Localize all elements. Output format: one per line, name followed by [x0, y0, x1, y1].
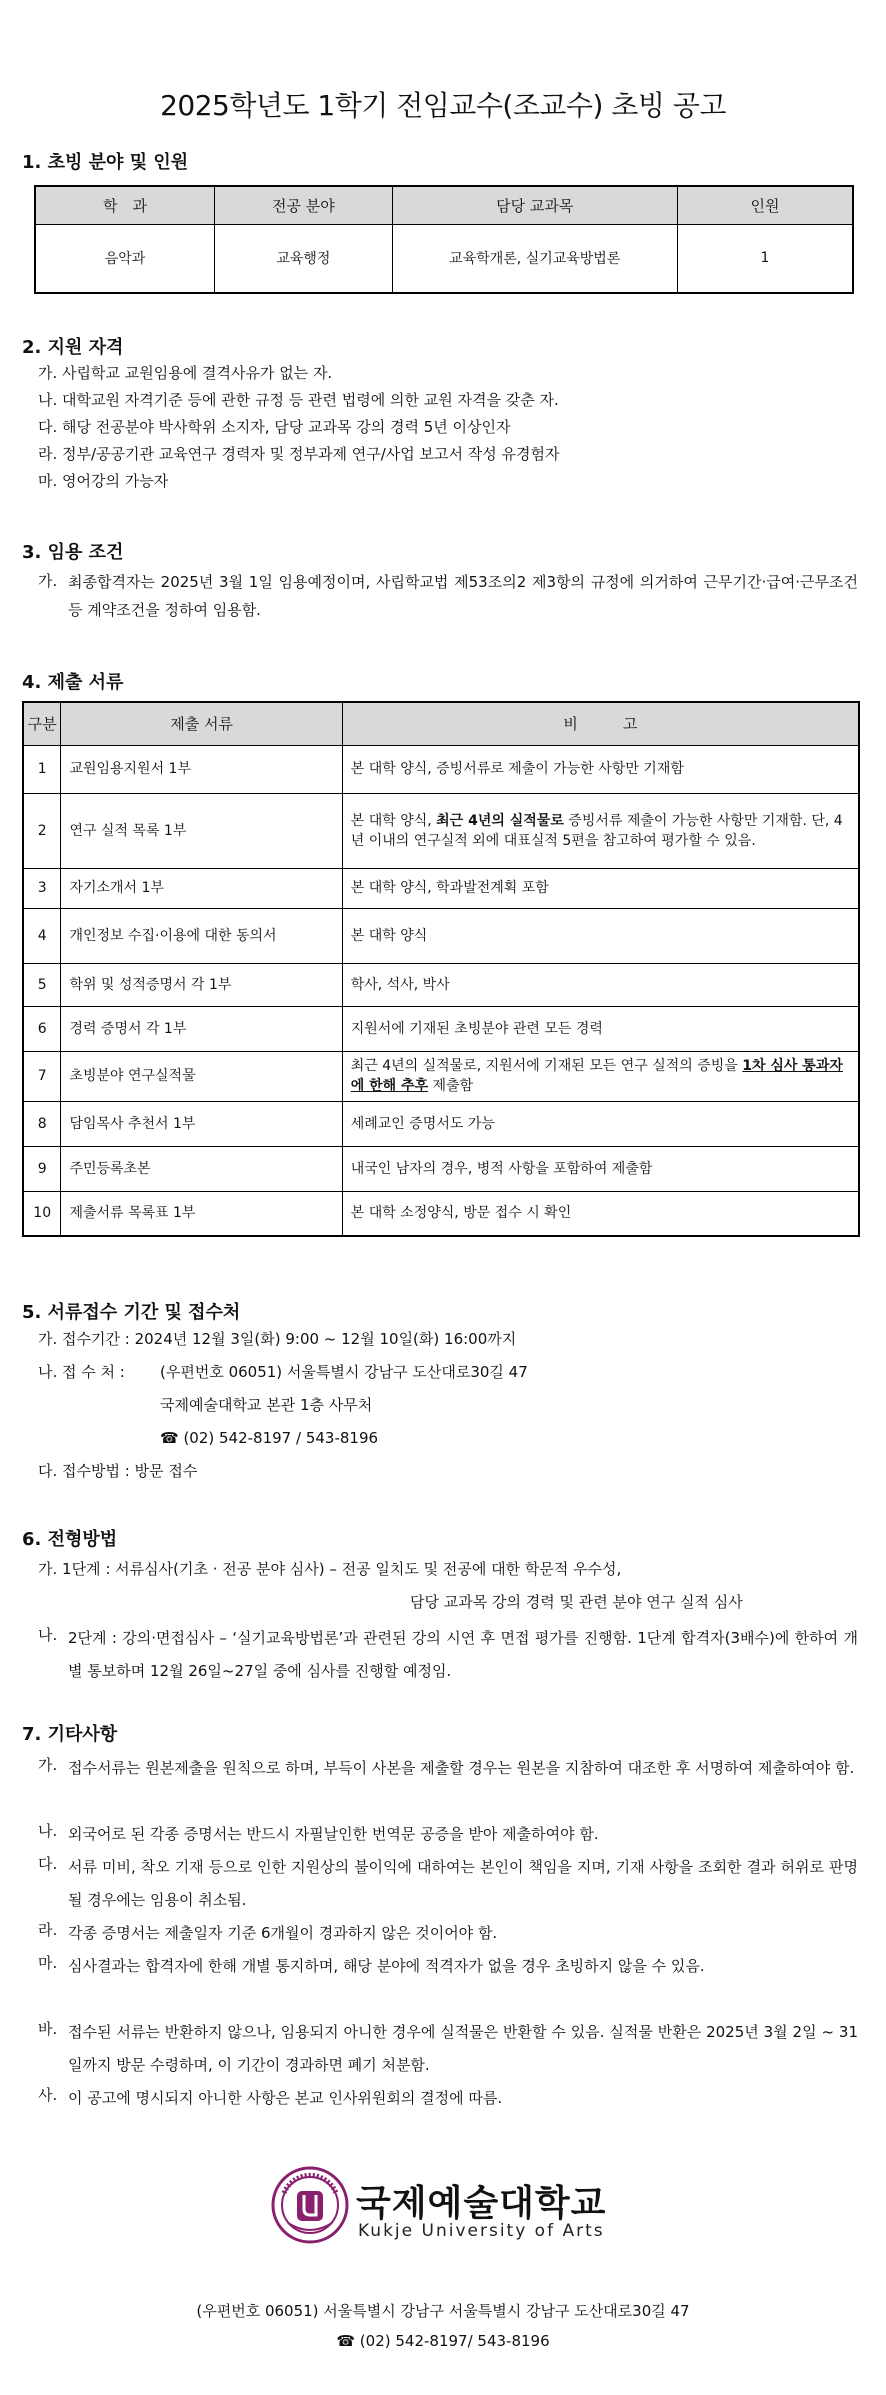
- cell-department: 음악과: [35, 224, 215, 293]
- row-note: 본 대학 소정양식, 방문 접수 시 확인: [342, 1191, 859, 1236]
- cell-course: 교육학개론, 실기교육방법론: [392, 224, 677, 293]
- row-note: [342, 793, 859, 868]
- row-no: 10: [23, 1191, 61, 1236]
- documents-table: [22, 701, 860, 1237]
- footer-phone: ☎ (02) 542-8197/ 543-8196: [336, 2332, 550, 2350]
- condition-text: 최종합격자는 2025년 3월 1일 임용예정이며, 사립학교법 제53조의2 제3항의 규정에 의거하여 근무기간·급여·근무조건 등 계약조건을 정하여 임용함.: [68, 573, 858, 619]
- table-row: [23, 1051, 859, 1101]
- misc-item: 서류 미비, 착오 기재 등으로 인한 지원상의 불이익에 대하여는 본인이 책임을 지며, 기재 사항을 조회한 결과 허위로 판명될 경우에는 임용이 취소됨.: [68, 1858, 858, 1909]
- row-no: 6: [23, 1006, 61, 1051]
- qualification-item: 마. 영어강의 가능자: [38, 472, 169, 490]
- row-document: 개인정보 수집·이용에 대한 동의서: [61, 908, 342, 963]
- qualification-item: 가. 사립학교 교원임용에 결격사유가 없는 자.: [38, 364, 333, 382]
- cell-count: 1: [677, 224, 853, 293]
- misc-label: 다.: [38, 1855, 58, 1873]
- qualification-item: 나. 대학교원 자격기준 등에 관한 규정 등 관련 법령에 의한 교원 자격을 갖춘 자.: [38, 391, 559, 409]
- selection-step-1-cont: 담당 교과목 강의 경력 및 관련 분야 연구 실적 심사: [410, 1593, 743, 1611]
- footer-address: (우편번호 06051) 서울특별시 강남구 서울특별시 강남구 도산대로30길 47: [196, 2302, 690, 2320]
- table-row: [23, 1006, 859, 1051]
- row-document: 주민등록초본: [61, 1146, 342, 1191]
- misc-label: 바.: [38, 2020, 58, 2038]
- row-note: 본 대학 양식, 학과발전계획 포함: [342, 868, 859, 908]
- row-no: 8: [23, 1101, 61, 1146]
- header-course: 담당 교과목: [392, 186, 677, 224]
- row-note: 세례교인 증명서도 가능: [342, 1101, 859, 1146]
- section-3-heading: 3. 임용 조건: [22, 542, 124, 563]
- header-major: 전공 분야: [215, 186, 393, 224]
- header-no: 구분: [23, 702, 61, 745]
- table-row: [23, 868, 859, 908]
- qualification-item: 라. 정부/공공기관 교육연구 경력자 및 정부과제 연구/사업 보고서 작성 유경험자: [38, 445, 560, 463]
- row-note: 학사, 석사, 박사: [342, 963, 859, 1006]
- table-header-row: [23, 702, 859, 745]
- selection-step-2: 2단계 : 강의·면접심사 – ‘실기교육방법론’과 관련된 강의 시연 후 면접 평가를 진행함. 1단계 합격자(3배수)에 한하여 개별 통보하며 12월 26일~27일 중에 심사를 진행할 예정임.: [68, 1629, 858, 1680]
- misc-label: 라.: [38, 1921, 58, 1939]
- table-row: [23, 1146, 859, 1191]
- table-row: [23, 1101, 859, 1146]
- header-count: 인원: [677, 186, 853, 224]
- application-period: 가. 접수기간 : 2024년 12월 3일(화) 9:00 ~ 12월 10일(화) 16:00까지: [38, 1330, 517, 1348]
- application-phone: ☎ (02) 542-8197 / 543-8196: [160, 1429, 379, 1447]
- row-no: 4: [23, 908, 61, 963]
- page-title: 2025학년도 1학기 전임교수(조교수) 초빙 공고: [160, 89, 726, 122]
- row-no: 3: [23, 868, 61, 908]
- misc-item: 이 공고에 명시되지 아니한 사항은 본교 인사위원회의 결정에 따름.: [68, 2089, 503, 2107]
- header-document: 제출 서류: [61, 702, 342, 745]
- qualification-item: 다. 해당 전공분야 박사학위 소지자, 담당 교과목 강의 경력 5년 이상인자: [38, 418, 511, 436]
- row-document: 학위 및 성적증명서 각 1부: [61, 963, 342, 1006]
- table-row: [23, 793, 859, 868]
- misc-label: 사.: [38, 2086, 58, 2104]
- row-no: 5: [23, 963, 61, 1006]
- university-name-english: Kukje University of Arts: [358, 2221, 605, 2241]
- selection-step-1: 가. 1단계 : 서류심사(기초 · 전공 분야 심사) – 전공 일치도 및 전공에 대한 학문적 우수성,: [38, 1560, 622, 1578]
- row-no: 9: [23, 1146, 61, 1191]
- header-note: 비 고: [342, 702, 859, 745]
- section-1-heading: 1. 초빙 분야 및 인원: [22, 152, 189, 173]
- header-department: 학 과: [35, 186, 215, 224]
- row-document: 교원임용지원서 1부: [61, 745, 342, 793]
- row-no: 1: [23, 745, 61, 793]
- note-part: 증빙서류 제출이 가능한 사항만 기재함. 단, 4년 이내의 연구실적 외에 대표실적 5편을 참고하여 평가할 수 있음.: [350, 812, 843, 849]
- table-header-row: [35, 186, 853, 224]
- table-row: [23, 745, 859, 793]
- section-2-heading: 2. 지원 자격: [22, 337, 124, 358]
- application-method: 다. 접수방법 : 방문 접수: [38, 1462, 198, 1480]
- table-row: [23, 1191, 859, 1236]
- table-row: [23, 908, 859, 963]
- note-part: 최근 4년의 실적물로, 지원서에 기재된 모든 연구 실적의 증빙을: [350, 1058, 743, 1074]
- row-document: 경력 증명서 각 1부: [61, 1006, 342, 1051]
- misc-label: 나.: [38, 1822, 58, 1840]
- application-place-label: 나. 접 수 처 :: [38, 1363, 125, 1381]
- misc-item: 외국어로 된 각종 증명서는 반드시 자필날인한 번역문 공증을 받아 제출하여야 함.: [68, 1825, 599, 1843]
- university-name: 국제예술대학교: [356, 2183, 607, 2224]
- note-part: 본 대학 양식,: [350, 812, 437, 829]
- row-no: 2: [23, 793, 61, 868]
- misc-label: 마.: [38, 1954, 58, 1972]
- row-document: 자기소개서 1부: [61, 868, 342, 908]
- cell-major: 교육행정: [215, 224, 393, 293]
- table-row: [35, 224, 853, 293]
- application-office: 국제예술대학교 본관 1층 사무처: [160, 1396, 373, 1414]
- row-no: 7: [23, 1051, 61, 1101]
- row-note: [342, 1051, 859, 1101]
- application-address: (우편번호 06051) 서울특별시 강남구 도산대로30길 47: [160, 1363, 528, 1381]
- misc-item: 접수서류는 원본제출을 원칙으로 하며, 부득이 사본을 제출할 경우는 원본을 지참하여 대조한 후 서명하여 제출하여야 함.: [68, 1759, 855, 1777]
- section-4-heading: 4. 제출 서류: [22, 672, 124, 693]
- misc-item: 각종 증명서는 제출일자 기준 6개월이 경과하지 않은 것이어야 함.: [68, 1924, 498, 1942]
- row-note: 본 대학 양식: [342, 908, 859, 963]
- selection-step-2-label: 나.: [38, 1626, 58, 1644]
- misc-label: 가.: [38, 1756, 58, 1774]
- row-note: 본 대학 양식, 증빙서류로 제출이 가능한 사항만 기재함: [342, 745, 859, 793]
- university-emblem-icon: [270, 2165, 350, 2245]
- section-7-heading: 7. 기타사항: [22, 1724, 118, 1745]
- note-part: 제출함: [428, 1078, 474, 1094]
- row-document: 초빙분야 연구실적물: [61, 1051, 342, 1101]
- row-note: 내국인 남자의 경우, 병적 사항을 포함하여 제출함: [342, 1146, 859, 1191]
- note-emphasis: 최근 4년의 실적물로: [436, 812, 564, 829]
- table-row: [23, 963, 859, 1006]
- section-6-heading: 6. 전형방법: [22, 1529, 118, 1550]
- note-emphasis: 1차 심사 통과자에 한해 추후: [350, 1058, 843, 1094]
- recruitment-table: [34, 185, 854, 294]
- row-document: 담임목사 추천서 1부: [61, 1101, 342, 1146]
- section-5-heading: 5. 서류접수 기간 및 접수처: [22, 1302, 241, 1323]
- row-note: 지원서에 기재된 초빙분야 관련 모든 경력: [342, 1006, 859, 1051]
- misc-item: 접수된 서류는 반환하지 않으나, 임용되지 아니한 경우에 실적물은 반환할 수 있음. 실적물 반환은 2025년 3월 2일 ~ 31일까지 방문 수령하며, 이 기간이 경과하면 폐기 처분함.: [68, 2023, 858, 2074]
- row-document: 연구 실적 목록 1부: [61, 793, 342, 868]
- condition-label: 가.: [38, 572, 58, 590]
- row-document: 제출서류 목록표 1부: [61, 1191, 342, 1236]
- university-logo: [270, 2165, 630, 2245]
- misc-item: 심사결과는 합격자에 한해 개별 통지하며, 해당 분야에 적격자가 없을 경우 초빙하지 않을 수 있음.: [68, 1957, 705, 1975]
